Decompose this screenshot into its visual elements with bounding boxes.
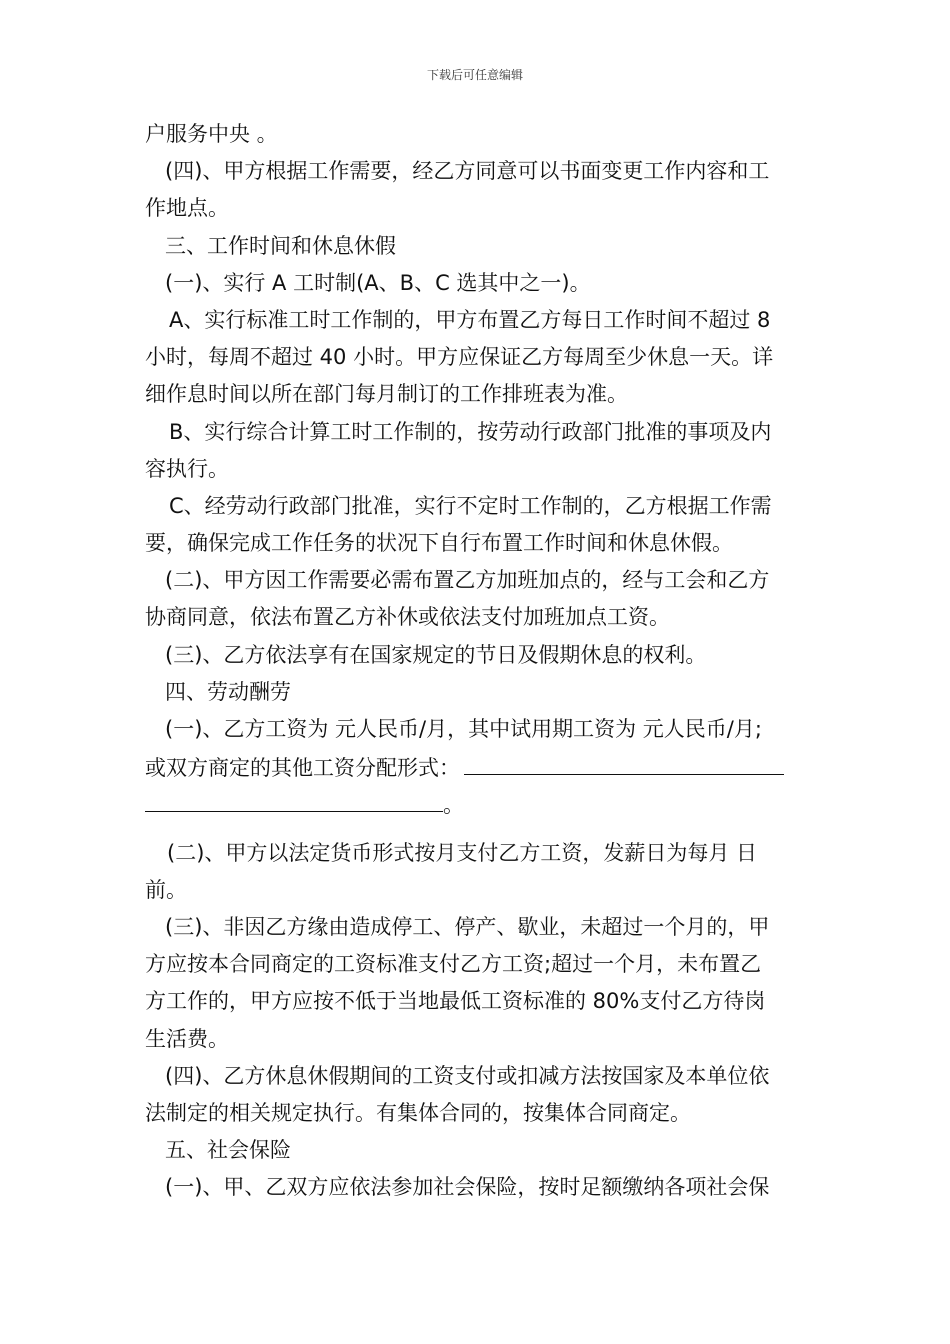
text-line bbox=[145, 376, 810, 413]
line-text: 容执行。 bbox=[145, 456, 229, 481]
text-line bbox=[145, 339, 810, 376]
line-text: 五、社会保险 bbox=[165, 1138, 291, 1163]
line-text: 或双方商定的其他工资分配形式： bbox=[145, 756, 460, 781]
text-line bbox=[145, 983, 810, 1020]
paragraph-spacer bbox=[145, 823, 810, 835]
line-text: (一)、甲、乙双方应依法参加社会保险，按时足额缴纳各项社会保 bbox=[165, 1175, 770, 1200]
fill-in-blank bbox=[145, 785, 443, 812]
line-text: (三)、乙方依法享有在国家规定的节日及假期休息的权利。 bbox=[165, 642, 707, 667]
text-line bbox=[145, 1132, 810, 1169]
text-line bbox=[145, 785, 810, 822]
line-text: (二)、甲方因工作需要必需布置乙方加班加点的，经与工会和乙方 bbox=[165, 568, 770, 593]
line-text: (一)、实行 A 工时制(A、B、C 选其中之一)。 bbox=[165, 270, 591, 295]
line-text: 协商同意，依法布置乙方补休或依法支付加班加点工资。 bbox=[145, 605, 670, 630]
line-text: 三、工作时间和休息休假 bbox=[165, 233, 396, 258]
text-line bbox=[145, 711, 810, 748]
text-line bbox=[145, 1021, 810, 1058]
line-text: (三)、非因乙方缘由造成停工、停产、歇业，未超过一个月的，甲 bbox=[165, 914, 770, 939]
text-line bbox=[145, 1169, 810, 1206]
line-text: 作地点。 bbox=[145, 196, 229, 221]
text-line bbox=[145, 637, 810, 674]
text-line bbox=[145, 153, 810, 190]
line-text: (四)、乙方休息休假期间的工资支付或扣减方法按国家及本单位依 bbox=[165, 1063, 770, 1088]
line-text: 前。 bbox=[145, 877, 187, 902]
text-line bbox=[145, 302, 810, 339]
page-header: 下载后可任意编辑 bbox=[426, 68, 523, 82]
text-line bbox=[145, 909, 810, 946]
line-text: 细作息时间以所在部门每月制订的工作排班表为准。 bbox=[145, 382, 628, 407]
text-line bbox=[145, 265, 810, 302]
text-line bbox=[145, 414, 810, 451]
text-line bbox=[145, 451, 810, 488]
line-text: 生活费。 bbox=[145, 1026, 229, 1051]
text-line bbox=[145, 599, 810, 636]
text-line bbox=[145, 228, 810, 265]
line-text: (一)、乙方工资为 元人民币/月，其中试用期工资为 元人民币/月; bbox=[165, 717, 762, 741]
text-line bbox=[145, 1058, 810, 1095]
line-text: (四)、甲方根据工作需要，经乙方同意可以书面变更工作内容和工 bbox=[165, 159, 770, 184]
text-line bbox=[145, 116, 810, 153]
line-text: 法制定的相关规定执行。有集体合同的，按集体合同商定。 bbox=[145, 1100, 691, 1125]
fill-in-blank bbox=[464, 748, 784, 775]
text-line bbox=[145, 946, 810, 983]
text-line bbox=[145, 674, 810, 711]
text-line bbox=[145, 562, 810, 599]
text-line bbox=[145, 488, 810, 525]
text-line bbox=[145, 1095, 810, 1132]
line-text: 。 bbox=[443, 793, 464, 818]
line-text: 方工作的，甲方应按不低于当地最低工资标准的 80%支付乙方待岗 bbox=[145, 989, 766, 1014]
text-line bbox=[145, 525, 810, 562]
line-text: 户服务中央 。 bbox=[145, 122, 278, 146]
line-text: 要，确保完成工作任务的状况下自行布置工作时间和休息休假。 bbox=[145, 531, 733, 556]
text-line bbox=[145, 872, 810, 909]
line-text: (二)、甲方以法定货币形式按月支付乙方工资，发薪日为每月 日 bbox=[167, 840, 758, 865]
text-line bbox=[145, 190, 810, 227]
line-text: C、经劳动行政部门批准，实行不定时工作制的，乙方根据工作需 bbox=[169, 493, 772, 518]
text-line bbox=[145, 748, 810, 785]
line-text: A、实行标准工时工作制的，甲方布置乙方每日工作时间不超过 8 bbox=[169, 307, 771, 332]
line-text: 方应按本合同商定的工资标准支付乙方工资;超过一个月，未布置乙 bbox=[145, 952, 762, 977]
line-text: 小时，每周不超过 40 小时。甲方应保证乙方每周至少休息一天。详 bbox=[145, 345, 774, 370]
line-text: B、实行综合计算工时工作制的，按劳动行政部门批准的事项及内 bbox=[169, 419, 772, 444]
line-text: 四、劳动酬劳 bbox=[165, 679, 291, 704]
text-line bbox=[145, 835, 810, 872]
document-body bbox=[145, 116, 810, 1206]
